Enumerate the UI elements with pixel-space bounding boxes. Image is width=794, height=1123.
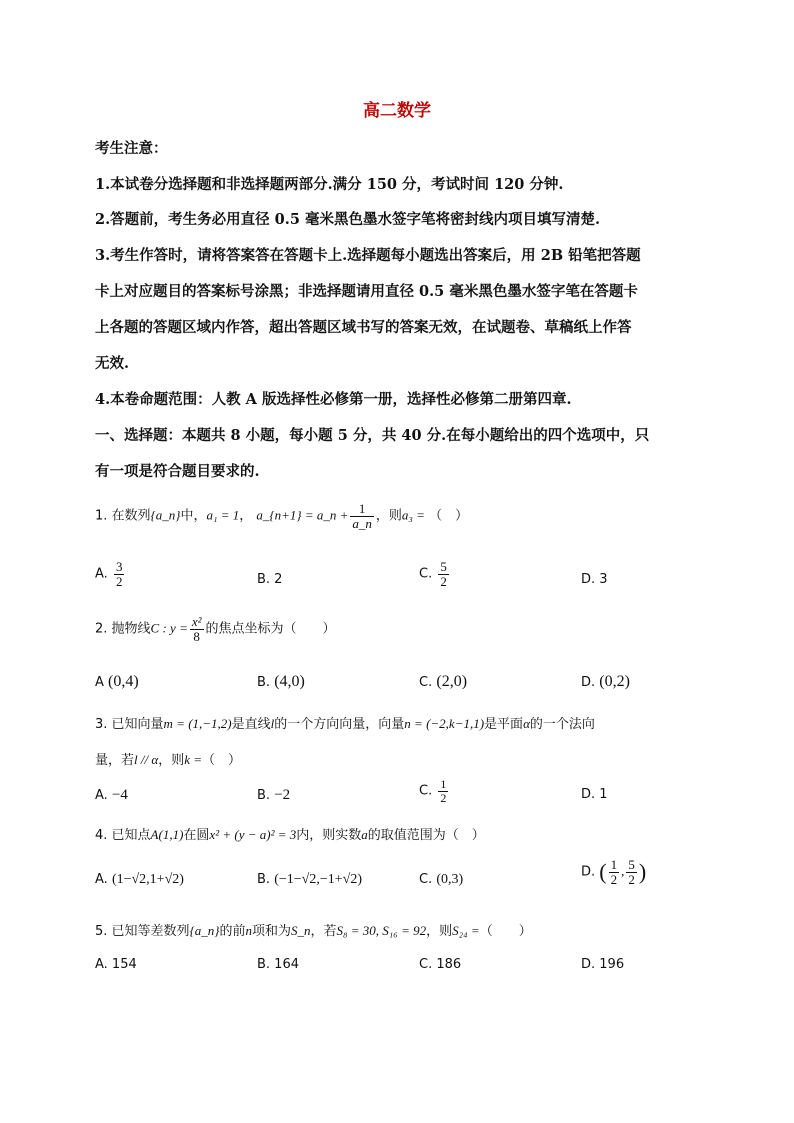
notice-item-3-line-3: 上各题的答题区域内作答，超出答题区域书写的答案无效，在试题卷、草稿纸上作答 bbox=[95, 319, 632, 336]
q2-option-d[interactable]: D. (0,2) bbox=[581, 673, 630, 690]
q5-option-c[interactable]: C. 186 bbox=[419, 957, 462, 972]
q5-option-b[interactable]: B. 164 bbox=[257, 957, 299, 972]
notice-item-1: 1.本试卷分选择题和非选择题两部分.满分 150 分，考试时间 120 分钟. bbox=[95, 176, 564, 193]
notice-heading: 考生注意： bbox=[95, 140, 168, 157]
q2-option-c[interactable]: C. (2,0) bbox=[419, 673, 468, 690]
question-2: 2. 抛物线C : y = $\frac{\text{x²}}{8}$ 的焦点坐标为（ ） bbox=[95, 614, 336, 644]
question-5: 5. 已知等差数列{a_n}的前n项和为S_n，若S₈ = 30, S₁₆ = 92，则S₂₄ =（ ） bbox=[95, 923, 532, 939]
question-4: 4. 已知点A(1,1)在圆x² + (y − a)² = 3内，则实数a的取值范围为（ ） bbox=[95, 827, 485, 843]
section-heading-line-2: 有一项是符合题目要求的. bbox=[95, 463, 260, 480]
q2-option-a[interactable]: A (0,4) bbox=[95, 673, 139, 690]
q4-option-d[interactable]: D. ( $\frac{1}{2}$ , $\frac{5}{2}$ ) bbox=[581, 857, 647, 887]
q3-option-c[interactable]: C. $\frac{1}{2}$ bbox=[419, 777, 447, 805]
q5-option-a[interactable]: A. 154 bbox=[95, 957, 137, 972]
q4-option-c[interactable]: C. (0,3) bbox=[419, 872, 464, 887]
q5-option-d[interactable]: D. 196 bbox=[581, 957, 625, 972]
question-3-line-2: 量，若l // α，则k =（ ） bbox=[95, 752, 242, 768]
q3-option-d[interactable]: D. 1 bbox=[581, 787, 608, 802]
notice-item-4: 4.本卷命题范围：人教 A 版选择性必修第一册，选择性必修第二册第四章. bbox=[95, 391, 572, 408]
q3-option-a[interactable]: A. −4 bbox=[95, 787, 128, 803]
q1-option-c[interactable]: C. $\frac{5}{2}$ bbox=[419, 559, 447, 589]
question-1: 1. 在数列{a_n}中，a₁ = 1， a_{n+1} = a_n + $\frac{1}{a\_n}$ ，则a₃ = （ ） bbox=[95, 501, 469, 531]
q4-option-a[interactable]: A. (1−√2,1+√2) bbox=[95, 872, 184, 887]
q2-option-b[interactable]: B. (4,0) bbox=[257, 673, 305, 690]
notice-item-3-line-1: 3.考生作答时，请将答案答在答题卡上.选择题每小题选出答案后，用 2B 铅笔把答题 bbox=[95, 247, 641, 264]
q1-option-a[interactable]: A. $\frac{3}{2}$ bbox=[95, 559, 123, 589]
question-3-line-1: 3. 已知向量m = (1,−1,2)是直线l的一个方向向量，向量n = (−2,k−1,1)是平面α的一个法向 bbox=[95, 716, 595, 732]
q4-option-b[interactable]: B. (−1−√2,−1+√2) bbox=[257, 872, 362, 887]
notice-item-3-line-4: 无效. bbox=[95, 355, 130, 372]
page-title: 高二数学 bbox=[363, 101, 431, 121]
section-heading-line-1: 一、选择题：本题共 8 小题，每小题 5 分，共 40 分.在每小题给出的四个选项中，只 bbox=[95, 427, 650, 444]
notice-item-3-line-2: 卡上对应题目的答案标号涂黑；非选择题请用直径 0.5 毫米黑色墨水签字笔在答题卡 bbox=[95, 283, 638, 300]
q1-option-d[interactable]: D. 3 bbox=[581, 572, 608, 587]
q3-option-b[interactable]: B. −2 bbox=[257, 787, 291, 803]
q1-option-b[interactable]: B. 2 bbox=[257, 572, 283, 587]
notice-item-2: 2.答题前，考生务必用直径 0.5 毫米黑色墨水签字笔将密封线内项目填写清楚. bbox=[95, 211, 601, 228]
